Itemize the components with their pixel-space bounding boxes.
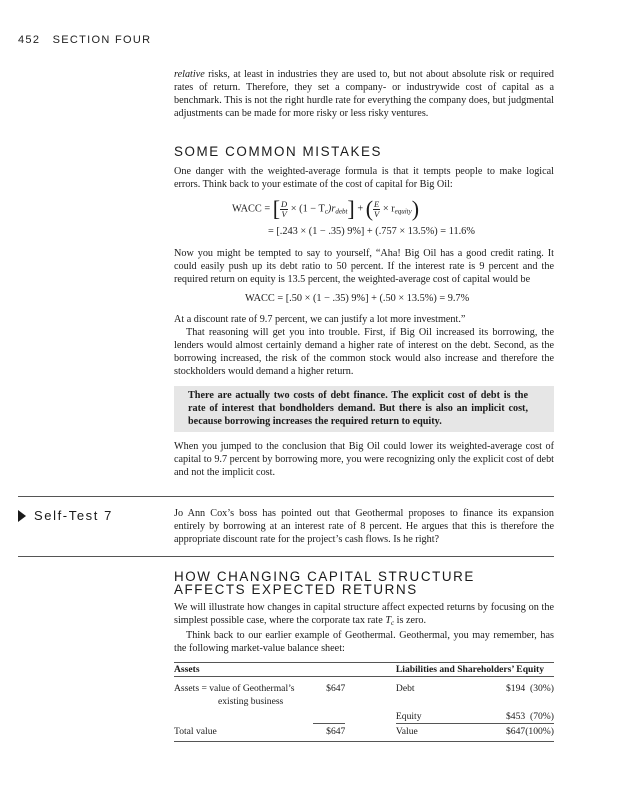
intro-text: relative risks, at least in industries they are used to, but not about absolute risk or required rates of return. Therefore, they set a company- or industrywide cost of capital as a benchmark. This is not the right hurdle rate for everything the company does, but judgmental adjustments can be made for more risky or less risky ventures. xyxy=(174,69,554,119)
liab-label: Debt xyxy=(395,683,415,695)
section-label: SECTION FOUR xyxy=(52,34,152,46)
liab-value: $194 xyxy=(505,683,526,695)
key-point-text: There are actually two costs of debt finance. The explicit cost of debt is the rate of interest that bondholders demand. But there is also an implicit cost, because borrowing increases the required return to equity. xyxy=(188,390,528,427)
balance-sheet-header xyxy=(174,664,554,677)
paren-open: ( xyxy=(365,196,374,221)
intro-italic-word: relative xyxy=(174,69,205,80)
value-value: $647 xyxy=(495,724,525,739)
table-row xyxy=(174,696,554,708)
liab-pct: (30%) xyxy=(530,683,554,695)
frac-den-v: V xyxy=(281,208,287,219)
bracket-close: ] xyxy=(347,196,355,221)
eq-debt-sub: debt xyxy=(335,207,348,216)
heading-line-1: HOW CHANGING CAPITAL STRUCTURE xyxy=(174,569,475,584)
wacc-equation-2 xyxy=(245,293,469,304)
intro-paragraph xyxy=(174,69,554,121)
table-row xyxy=(174,683,554,695)
fraction-e-over-v xyxy=(373,200,380,219)
key-point-box xyxy=(174,386,554,432)
value-label: Value xyxy=(396,724,495,739)
eq-equity-sub: equity xyxy=(394,207,412,216)
total-value: $647 xyxy=(326,726,346,738)
asset-label: Assets = value of Geothermal’s xyxy=(174,683,295,695)
wacc-equation-line2 xyxy=(268,226,475,237)
eq-plus: + xyxy=(357,203,364,215)
eq-term2: × r xyxy=(382,203,395,215)
capital-structure-para-2: Think back to our earlier example of Geothermal. Geothermal, you may remember, has the following market-value balance sheet: xyxy=(174,629,554,654)
page-header xyxy=(18,34,151,46)
table-top-rule xyxy=(174,662,554,663)
liabilities-header: Liabilities and Shareholders’ Equity xyxy=(395,664,545,675)
mistakes-para-4-text: That reasoning will get you into trouble. First, if Big Oil increased its borrowing, the lenders would almost certainly demand a higher rate of interest on the debt. Second, as the borrowing increased, the risk of the common stock would also increase and therefore the stockholders would demand a higher return. xyxy=(174,326,554,377)
bracket-open: [ xyxy=(272,196,281,221)
table-row xyxy=(174,708,554,724)
divider-bottom xyxy=(18,556,554,557)
mistakes-para-3 xyxy=(174,314,554,379)
para1-end: is zero. xyxy=(394,614,427,626)
capital-structure-para-1 xyxy=(174,602,554,630)
equity-pct: (70%) xyxy=(530,710,554,722)
self-test-body xyxy=(174,508,554,547)
wacc-equation xyxy=(232,196,420,221)
table-row xyxy=(174,724,554,739)
section-heading-capital-structure xyxy=(174,570,554,596)
section-heading-mistakes xyxy=(174,145,554,158)
eq2-text: WACC = [.50 × (1 − .35) 9%] + (.50 × 13.5%) = 9.7% xyxy=(245,293,470,304)
para1-sub: c xyxy=(390,618,395,627)
capital-structure-paras xyxy=(174,602,554,656)
mistakes-para-3-text: At a discount rate of 9.7 percent, we can justify a lot more investment.” xyxy=(174,314,466,325)
total-label: Total value xyxy=(174,725,217,737)
eq1-result: = [.243 × (1 − .35) 9%] + (.757 × 13.5%) = 11.6% xyxy=(268,226,475,237)
para1-main: We will illustrate how changes in capital structure affect expected returns by focusing on the simplest possible case, where the corporate tax rate xyxy=(174,602,554,626)
value-pct: (100%) xyxy=(525,724,554,739)
eq-tc-sub: c xyxy=(324,207,328,216)
self-test-label xyxy=(18,508,113,523)
mistakes-para-1 xyxy=(174,166,554,192)
eq-lhs: WACC = xyxy=(232,203,271,215)
self-test-title: Self-Test 7 xyxy=(34,508,114,523)
page-number: 452 xyxy=(18,34,41,46)
balance-sheet-table xyxy=(174,664,554,742)
eq-term1: × (1 − T xyxy=(290,203,325,215)
heading-some-common-mistakes: SOME COMMON MISTAKES xyxy=(174,144,383,159)
frac-num-e: E xyxy=(374,198,380,209)
mistakes-para-5 xyxy=(174,441,554,480)
eq-r-debt: )r xyxy=(327,203,336,215)
frac-num-d: D xyxy=(281,198,288,209)
divider-top xyxy=(18,496,554,497)
assets-header: Assets xyxy=(174,664,200,675)
mistakes-para-2-text: Now you might be tempted to say to yourself, “Aha! Big Oil has a good credit rating. It could easily push up its debt ratio to 50 percent. If the interest rate is 9 percent and the required return on equity is 13.5 percent, the weighted-average cost of capital would be xyxy=(174,248,554,285)
mistakes-para-1-text: One danger with the weighted-average formula is that it tempts people to make logical errors. Think back to your estimate of the cost of capital for Big Oil: xyxy=(174,166,554,190)
asset-value: $647 xyxy=(326,683,346,695)
frac-den-v2: V xyxy=(374,208,380,219)
self-test-text: Jo Ann Cox’s boss has pointed out that Geothermal proposes to finance its expansion entirely by borrowing at an interest rate of 8 percent. He argues that this is therefore the appropriate discount rate for the project’s cash flows. Is he right? xyxy=(174,508,554,545)
mistakes-para-2 xyxy=(174,248,554,287)
equity-value: $453 xyxy=(505,710,526,722)
fraction-d-over-v xyxy=(280,200,288,219)
para1-var: T xyxy=(385,614,391,626)
paren-close: ) xyxy=(411,196,420,221)
triangle-marker-icon xyxy=(18,510,26,522)
mistakes-para-5-text: When you jumped to the conclusion that Big Oil could lower its weighted-average cost of capital to 9.7 percent by borrowing more, you were recognizing only the explicit cost of debt and not the implicit cost. xyxy=(174,441,554,478)
equity-label: Equity xyxy=(395,710,422,722)
heading-line-2: AFFECTS EXPECTED RETURNS xyxy=(174,582,418,597)
asset-label-cont: existing business xyxy=(218,695,284,707)
